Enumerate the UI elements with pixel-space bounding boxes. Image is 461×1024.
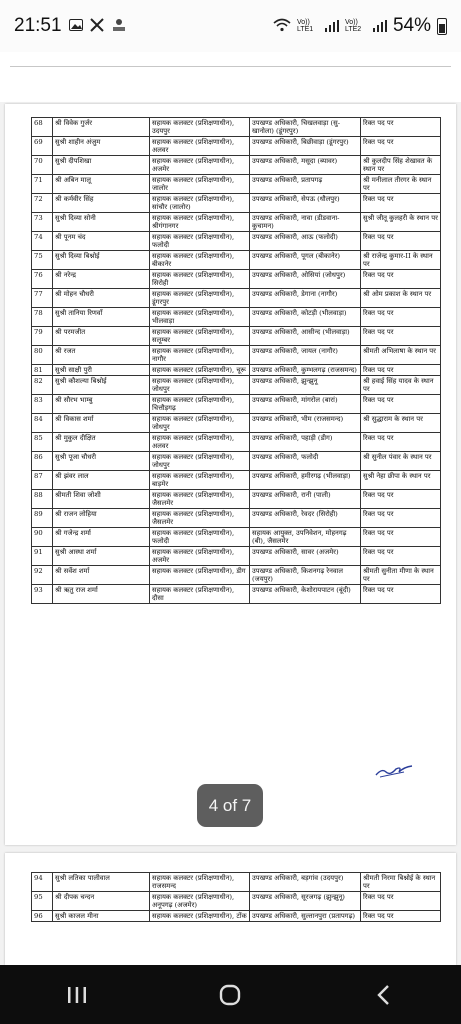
remarks-cell: श्री सुनील पंवार के स्थान पर: [361, 452, 441, 471]
network-label-2: Vo)) LTE2: [344, 19, 362, 33]
table-row: [32, 395, 441, 414]
current-post-cell: सहायक कलक्टर (प्रशिक्षणाधीन), अनूपगढ़ (अजमेर): [150, 892, 250, 911]
remarks-cell: रिक्त पद पर: [361, 365, 441, 376]
name-cell: श्री मुकुल दीक्षित: [53, 433, 150, 452]
new-post-cell: उपखण्ड अधिकारी, चिखलवाड़ा (सु-खानोला) (डूंगरपुर): [250, 118, 361, 137]
name-cell: सुश्री पूजा चौधरी: [53, 452, 150, 471]
current-post-cell: सहायक कलक्टर (प्रशिक्षणाधीन), सांचौर (जालोर): [150, 194, 250, 213]
new-post-cell: उपखण्ड अधिकारी, सेपऊ (धौलपुर): [250, 194, 361, 213]
table-row: [32, 547, 441, 566]
table-row: [32, 232, 441, 251]
name-cell: श्री नरेन्द्र: [53, 270, 150, 289]
remarks-cell: रिक्त पद पर: [361, 547, 441, 566]
remarks-cell: श्रीमती सुनीता मीणा के स्थान पर: [361, 566, 441, 585]
current-post-cell: सहायक कलक्टर (प्रशिक्षणाधीन), सिरोही: [150, 270, 250, 289]
serial-number-cell: 86: [32, 452, 53, 471]
serial-number-cell: 91: [32, 547, 53, 566]
table-row: [32, 490, 441, 509]
name-cell: श्री अबिन मालू: [53, 175, 150, 194]
table-row: [32, 213, 441, 232]
signal-icon: [325, 20, 339, 32]
network-label-1: Vo)) LTE1: [296, 19, 314, 33]
pdf-page-5[interactable]: [5, 853, 456, 965]
current-post-cell: सहायक कलक्टर (प्रशिक्षणाधीन), फलोदी: [150, 232, 250, 251]
serial-number-cell: 80: [32, 346, 53, 365]
remarks-cell: श्रीमती अभिलाषा के स्थान पर: [361, 346, 441, 365]
name-cell: सुश्री साक्षी पुरी: [53, 365, 150, 376]
new-post-cell: उपखण्ड अधिकारी, रानी (पाली): [250, 490, 361, 509]
new-post-cell: उपखण्ड अधिकारी, रेवदर (सिरोही): [250, 509, 361, 528]
new-post-cell: उपखण्ड अधिकारी, डेगाना (नागौर): [250, 289, 361, 308]
table-row: [32, 585, 441, 604]
table-row: [32, 156, 441, 175]
remarks-cell: रिक्त पद पर: [361, 308, 441, 327]
remarks-cell: रिक्त पद पर: [361, 232, 441, 251]
table-row: [32, 118, 441, 137]
serial-number-cell: 94: [32, 873, 53, 892]
name-cell: श्री रजत: [53, 346, 150, 365]
table-row: [32, 528, 441, 547]
new-post-cell: उपखण्ड अधिकारी, सूरजगढ़ (झुन्झुनू): [250, 892, 361, 911]
serial-number-cell: 75: [32, 251, 53, 270]
current-post-cell: सहायक कलक्टर (प्रशिक्षणाधीन), जोधपुर: [150, 452, 250, 471]
serial-number-cell: 85: [32, 433, 53, 452]
new-post-cell: उपखण्ड अधिकारी, जायल (नागौर): [250, 346, 361, 365]
remarks-cell: रिक्त पद पर: [361, 585, 441, 604]
serial-number-cell: 79: [32, 327, 53, 346]
table-row: [32, 911, 441, 922]
name-cell: सुश्री कौशल्या बिश्नोई: [53, 376, 150, 395]
serial-number-cell: 95: [32, 892, 53, 911]
current-post-cell: सहायक कलक्टर (प्रशिक्षणाधीन), अजमेर: [150, 156, 250, 175]
serial-number-cell: 76: [32, 270, 53, 289]
remarks-cell: रिक्त पद पर: [361, 395, 441, 414]
remarks-cell: रिक्त पद पर: [361, 528, 441, 547]
current-post-cell: सहायक कलक्टर (प्रशिक्षणाधीन), जोधपुर: [150, 376, 250, 395]
table-row: [32, 194, 441, 213]
transfer-table: [31, 117, 441, 604]
serial-number-cell: 92: [32, 566, 53, 585]
back-icon[interactable]: [364, 975, 404, 1015]
name-cell: सुश्री काजल मीना: [53, 911, 150, 922]
new-post-cell: उपखण्ड अधिकारी, पहाड़ी (डीग): [250, 433, 361, 452]
name-cell: सुश्री दिव्या बिश्नोई: [53, 251, 150, 270]
current-post-cell: सहायक कलक्टर (प्रशिक्षणाधीन), जोधपुर: [150, 414, 250, 433]
serial-number-cell: 73: [32, 213, 53, 232]
remarks-cell: रिक्त पद पर: [361, 892, 441, 911]
table-row: [32, 175, 441, 194]
name-cell: श्री गजेन्द्र शर्मा: [53, 528, 150, 547]
transfer-table: [31, 872, 441, 922]
serial-number-cell: 88: [32, 490, 53, 509]
new-post-cell: उपखण्ड अधिकारी, केशोरायपाटन (बूंदी): [250, 585, 361, 604]
battery-percent: 54%: [392, 15, 431, 36]
name-cell: सुश्री शाहीन अंजुम: [53, 137, 150, 156]
current-post-cell: सहायक कलक्टर (प्रशिक्षणाधीन), अलवर: [150, 433, 250, 452]
page-divider: [10, 66, 451, 67]
signal-icon: [373, 20, 387, 32]
remarks-cell: रिक्त पद पर: [361, 270, 441, 289]
new-post-cell: उपखण्ड अधिकारी, ओसियां (जोधपुर): [250, 270, 361, 289]
remarks-cell: रिक्त पद पर: [361, 490, 441, 509]
table-row: [32, 452, 441, 471]
name-cell: श्री राजन लोहिया: [53, 509, 150, 528]
serial-number-cell: 81: [32, 365, 53, 376]
battery-icon: [437, 18, 447, 35]
wifi-icon: [273, 18, 291, 35]
current-post-cell: सहायक कलक्टर (प्रशिक्षणाधीन), अजमेर: [150, 547, 250, 566]
current-post-cell: सहायक कलक्टर (प्रशिक्षणाधीन), जैसलमेर: [150, 509, 250, 528]
page-indicator: 4 of 7: [197, 784, 263, 827]
x-logo-icon: [90, 18, 104, 35]
remarks-cell: श्रीमती निरमा बिश्नोई के स्थान पर: [361, 873, 441, 892]
table-row: [32, 308, 441, 327]
remarks-cell: रिक्त पद पर: [361, 327, 441, 346]
table-row: [32, 433, 441, 452]
new-post-cell: उपखण्ड अधिकारी, नावा (डीडवाना-कुचामन): [250, 213, 361, 232]
remarks-cell: श्री ओम प्रकाश के स्थान पर: [361, 289, 441, 308]
current-post-cell: सहायक कलक्टर (प्रशिक्षणाधीन), दौसा: [150, 585, 250, 604]
name-cell: श्री झंवर लाल: [53, 471, 150, 490]
name-cell: श्री विकास शर्मा: [53, 414, 150, 433]
name-cell: सुश्री आस्था शर्मा: [53, 547, 150, 566]
current-post-cell: सहायक कलक्टर (प्रशिक्षणाधीन), चित्तौड़गढ़: [150, 395, 250, 414]
previous-page-bottom: [0, 52, 461, 102]
clock: 21:51: [14, 15, 62, 36]
navigation-bar: [0, 965, 461, 1024]
new-post-cell: उपखण्ड अधिकारी, हमीरगढ़ (भीलवाड़ा): [250, 471, 361, 490]
current-post-cell: सहायक कलक्टर (प्रशिक्षणाधीन), अलवर: [150, 137, 250, 156]
serial-number-cell: 90: [32, 528, 53, 547]
new-post-cell: उपखण्ड अधिकारी, प्रतापगढ़: [250, 175, 361, 194]
serial-number-cell: 84: [32, 414, 53, 433]
name-cell: सुश्री दीपशिखा: [53, 156, 150, 175]
table-row: [32, 414, 441, 433]
serial-number-cell: 89: [32, 509, 53, 528]
current-post-cell: सहायक कलक्टर (प्रशिक्षणाधीन), चूरू: [150, 365, 250, 376]
new-post-cell: उपखण्ड अधिकारी, पूगल (बीकानेर): [250, 251, 361, 270]
new-post-cell: उपखण्ड अधिकारी, फलोदी: [250, 452, 361, 471]
current-post-cell: सहायक कलक्टर (प्रशिक्षणाधीन), नागौर: [150, 346, 250, 365]
recents-icon[interactable]: [57, 975, 97, 1015]
serial-number-cell: 96: [32, 911, 53, 922]
gallery-icon: [69, 18, 83, 34]
new-post-cell: उपखण्ड अधिकारी, भीम (राजसमन्द): [250, 414, 361, 433]
remarks-cell: रिक्त पद पर: [361, 194, 441, 213]
name-cell: श्री कर्मवीर सिंह: [53, 194, 150, 213]
table-row: [32, 873, 441, 892]
table-row: [32, 346, 441, 365]
current-post-cell: सहायक कलक्टर (प्रशिक्षणाधीन), टोंक: [150, 911, 250, 922]
name-cell: सुश्री तानिया रिणवाँ: [53, 308, 150, 327]
current-post-cell: सहायक कलक्टर (प्रशिक्षणाधीन), फलोदी: [150, 528, 250, 547]
status-right: [273, 15, 447, 37]
remarks-cell: रिक्त पद पर: [361, 118, 441, 137]
new-post-cell: उपखण्ड अधिकारी, कोटड़ी (भीलवाड़ा): [250, 308, 361, 327]
serial-number-cell: 74: [32, 232, 53, 251]
current-post-cell: सहायक कलक्टर (प्रशिक्षणाधीन), सलूम्बर: [150, 327, 250, 346]
remarks-cell: श्री कुलदीप सिंह शेखावत के स्थान पर: [361, 156, 441, 175]
remarks-cell: सुश्री नेहा छीपा के स्थान पर: [361, 471, 441, 490]
remarks-cell: श्री सुद्धाराम के स्थान पर: [361, 414, 441, 433]
home-icon[interactable]: [210, 975, 250, 1015]
remarks-cell: श्री मनीलाल तीरगर के स्थान पर: [361, 175, 441, 194]
current-post-cell: सहायक कलक्टर (प्रशिक्षणाधीन), उदयपुर: [150, 118, 250, 137]
serial-number-cell: 71: [32, 175, 53, 194]
new-post-cell: उपखण्ड अधिकारी, बड़गांव (उदयपुर): [250, 873, 361, 892]
pdf-page-4[interactable]: [5, 104, 456, 845]
name-cell: श्री परमजीत: [53, 327, 150, 346]
remarks-cell: श्री हवाई सिंह यादव के स्थान पर: [361, 376, 441, 395]
current-post-cell: सहायक कलक्टर (प्रशिक्षणाधीन), जैसलमेर: [150, 490, 250, 509]
serial-number-cell: 78: [32, 308, 53, 327]
serial-number-cell: 70: [32, 156, 53, 175]
remarks-cell: रिक्त पद पर: [361, 911, 441, 922]
new-post-cell: उपखण्ड अधिकारी, आऊ (फलोदी): [250, 232, 361, 251]
name-cell: सुश्री लतिका पालीवाल: [53, 873, 150, 892]
serial-number-cell: 68: [32, 118, 53, 137]
table-row: [32, 892, 441, 911]
serial-number-cell: 83: [32, 395, 53, 414]
new-post-cell: उपखण्ड अधिकारी, कुम्भलगढ़ (राजसमन्द): [250, 365, 361, 376]
status-bar: [0, 0, 461, 52]
remarks-cell: सुश्री जीतू कुलहरी के स्थान पर: [361, 213, 441, 232]
table-row: [32, 509, 441, 528]
new-post-cell: उपखण्ड अधिकारी, किशनगढ़ रेनवाल (जयपुर): [250, 566, 361, 585]
status-left: [14, 15, 127, 37]
name-cell: श्री सौरभ भाम्बु: [53, 395, 150, 414]
new-post-cell: उपखण्ड अधिकारी, मसूदा (ब्यावर): [250, 156, 361, 175]
name-cell: श्री विवेक गुर्जर: [53, 118, 150, 137]
name-cell: श्री सर्वेश शर्मा: [53, 566, 150, 585]
name-cell: श्री मोहन चौधरी: [53, 289, 150, 308]
signature: [374, 764, 414, 778]
remarks-cell: श्री राजेन्द्र कुमार-II के स्थान पर: [361, 251, 441, 270]
current-post-cell: सहायक कलक्टर (प्रशिक्षणाधीन), भीलवाड़ा: [150, 308, 250, 327]
serial-number-cell: 93: [32, 585, 53, 604]
serial-number-cell: 72: [32, 194, 53, 213]
current-post-cell: सहायक कलक्टर (प्रशिक्षणाधीन), बीकानेर: [150, 251, 250, 270]
name-cell: श्री पूनम चंद: [53, 232, 150, 251]
current-post-cell: सहायक कलक्टर (प्रशिक्षणाधीन), डीग: [150, 566, 250, 585]
current-post-cell: सहायक कलक्टर (प्रशिक्षणाधीन), राजसमन्द: [150, 873, 250, 892]
current-post-cell: सहायक कलक्टर (प्रशिक्षणाधीन), श्रीगंगानगर: [150, 213, 250, 232]
app-notification-icon: [111, 18, 127, 35]
name-cell: सुश्री दिव्या सोनी: [53, 213, 150, 232]
serial-number-cell: 77: [32, 289, 53, 308]
table-row: [32, 471, 441, 490]
current-post-cell: सहायक कलक्टर (प्रशिक्षणाधीन), डूंगरपुर: [150, 289, 250, 308]
new-post-cell: उपखण्ड अधिकारी, सुल्तानपुरा (प्रतापगढ़): [250, 911, 361, 922]
remarks-cell: रिक्त पद पर: [361, 433, 441, 452]
new-post-cell: सहायक आयुक्त, उपनिवेशन, मोहनगढ़ (बी), जैसलमेर: [250, 528, 361, 547]
new-post-cell: उपखण्ड अधिकारी, बिछीवाड़ा (डूंगरपुर): [250, 137, 361, 156]
serial-number-cell: 82: [32, 376, 53, 395]
table-row: [32, 566, 441, 585]
new-post-cell: उपखण्ड अधिकारी, झुन्झुनू: [250, 376, 361, 395]
table-row: [32, 137, 441, 156]
new-post-cell: उपखण्ड अधिकारी, मांगरोल (बारां): [250, 395, 361, 414]
name-cell: श्रीमती शिवा जोशी: [53, 490, 150, 509]
table-row: [32, 251, 441, 270]
remarks-cell: रिक्त पद पर: [361, 137, 441, 156]
table-row: [32, 289, 441, 308]
name-cell: श्री दीपक चन्दन: [53, 892, 150, 911]
name-cell: श्री ऋतु राज शर्मा: [53, 585, 150, 604]
table-row: [32, 376, 441, 395]
new-post-cell: उपखण्ड अधिकारी, सावर (अजमेर): [250, 547, 361, 566]
table-row: [32, 327, 441, 346]
serial-number-cell: 87: [32, 471, 53, 490]
current-post-cell: सहायक कलक्टर (प्रशिक्षणाधीन), जालोर: [150, 175, 250, 194]
serial-number-cell: 69: [32, 137, 53, 156]
table-row: [32, 270, 441, 289]
table-row: [32, 365, 441, 376]
new-post-cell: उपखण्ड अधिकारी, आसीन्द (भीलवाड़ा): [250, 327, 361, 346]
current-post-cell: सहायक कलक्टर (प्रशिक्षणाधीन), बाड़मेर: [150, 471, 250, 490]
remarks-cell: रिक्त पद पर: [361, 509, 441, 528]
